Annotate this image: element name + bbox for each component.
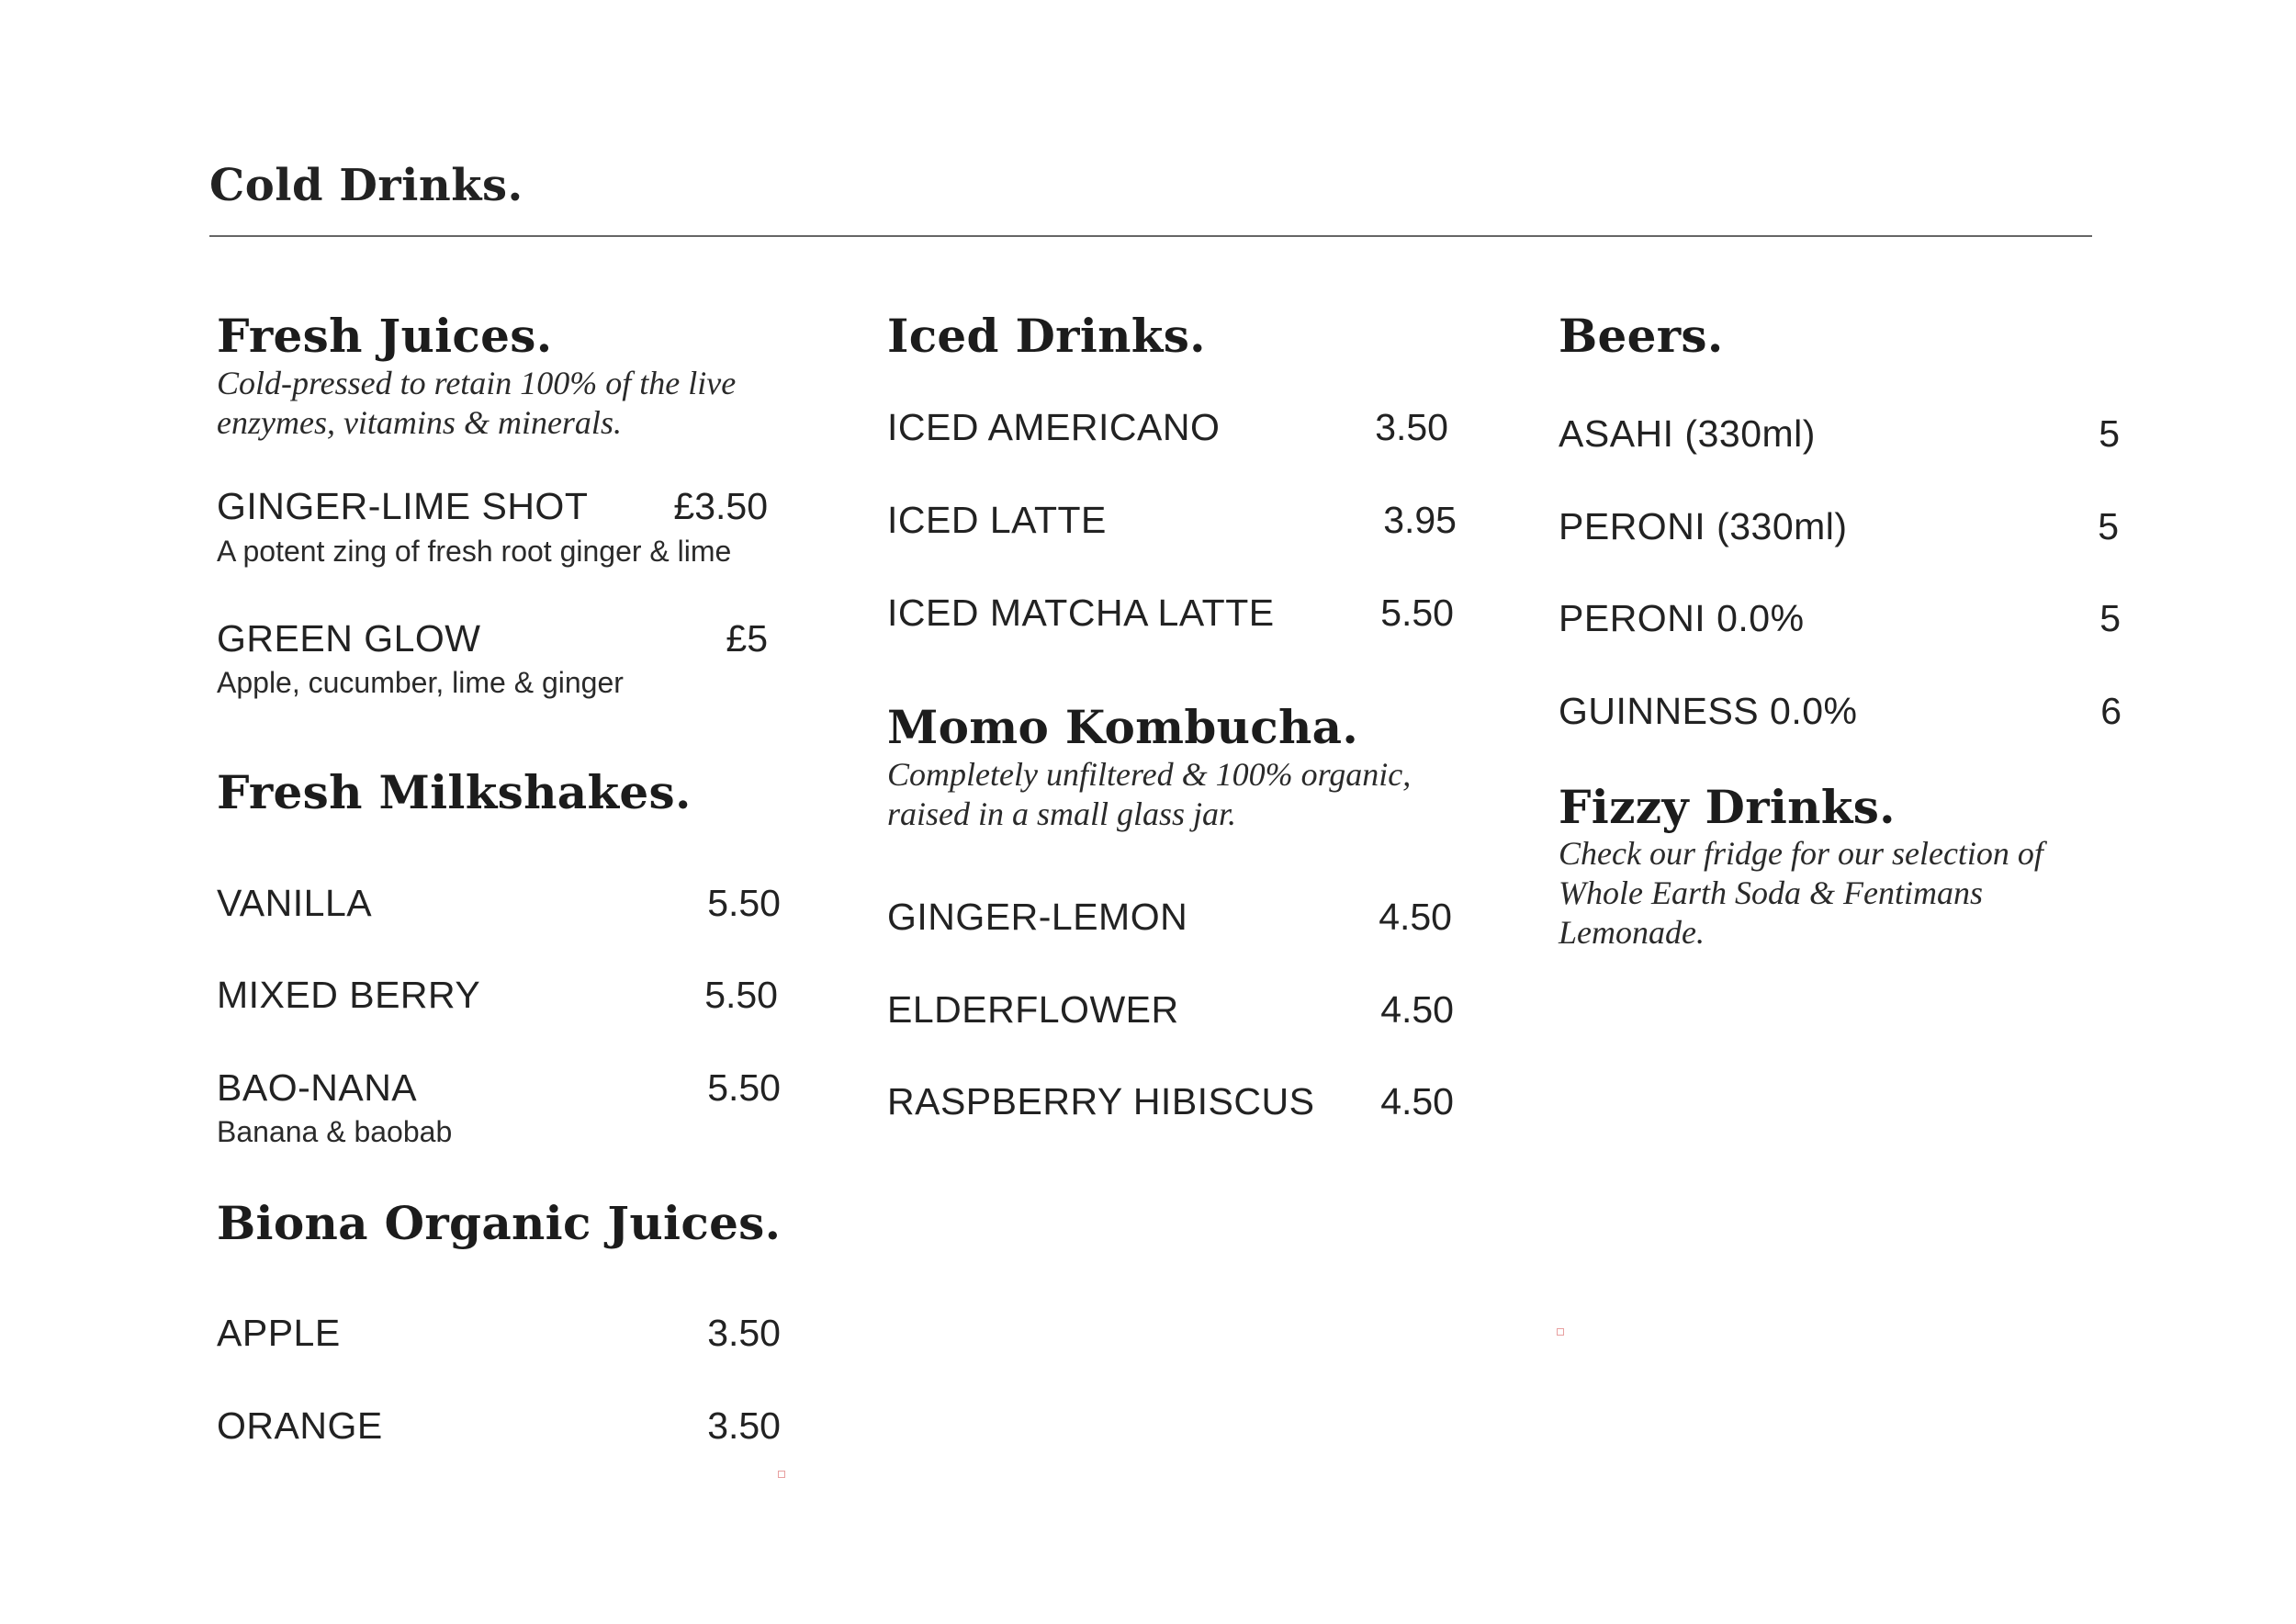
menu-item-name: ASAHI (330ml) bbox=[1559, 412, 1816, 455]
kombucha-intro-line-1: Completely unfiltered & 100% organic, bbox=[887, 756, 1412, 793]
menu-item-price: 5.50 bbox=[707, 882, 781, 924]
menu-item-price: 5.50 bbox=[704, 974, 778, 1016]
menu-item-price: 3.50 bbox=[1375, 406, 1448, 448]
menu-item-name: VANILLA bbox=[217, 882, 373, 924]
menu-item-price: 5 bbox=[2099, 597, 2121, 639]
section-heading-biona-organic-juices: Biona Organic Juices. bbox=[217, 1196, 782, 1250]
menu-item-name: BAO-NANA bbox=[217, 1066, 418, 1109]
menu-item-name: PERONI (330ml) bbox=[1559, 505, 1848, 547]
menu-item-name: ICED MATCHA LATTE bbox=[887, 592, 1275, 634]
menu-item-name: GINGER-LIME SHOT bbox=[217, 485, 589, 527]
menu-item-name: ICED AMERICANO bbox=[887, 406, 1221, 448]
menu-item-price: £3.50 bbox=[673, 485, 768, 527]
kombucha-intro-line-2: raised in a small glass jar. bbox=[887, 795, 1237, 832]
section-heading-iced-drinks: Iced Drinks. bbox=[887, 309, 1206, 363]
menu-item-price: 4.50 bbox=[1380, 988, 1454, 1031]
fizzy-intro-line-1: Check our fridge for our selection of bbox=[1559, 835, 2043, 872]
menu-item-price: 4.50 bbox=[1380, 1080, 1454, 1122]
menu-item-name: ICED LATTE bbox=[887, 499, 1107, 541]
menu-item-price: 3.50 bbox=[707, 1312, 781, 1354]
section-heading-beers: Beers. bbox=[1559, 309, 1724, 363]
anchor-marker bbox=[778, 1471, 785, 1478]
menu-item-name: APPLE bbox=[217, 1312, 341, 1354]
section-heading-fresh-juices: Fresh Juices. bbox=[217, 309, 553, 363]
fresh-juices-intro-line-2: enzymes, vitamins & minerals. bbox=[217, 404, 622, 441]
section-heading-momo-kombucha: Momo Kombucha. bbox=[887, 700, 1359, 754]
fizzy-intro-line-2: Whole Earth Soda & Fentimans bbox=[1559, 874, 1983, 911]
menu-item-name: GINGER-LEMON bbox=[887, 896, 1188, 938]
title-divider bbox=[209, 235, 2092, 237]
menu-item-price: 5.50 bbox=[707, 1066, 781, 1109]
menu-item-price: 5 bbox=[2098, 505, 2119, 547]
fizzy-intro-line-3: Lemonade. bbox=[1559, 914, 1705, 951]
menu-item-price: £5 bbox=[726, 617, 768, 660]
fresh-juices-intro-line-1: Cold-pressed to retain 100% of the live bbox=[217, 365, 737, 401]
section-heading-fresh-milkshakes: Fresh Milkshakes. bbox=[217, 765, 692, 819]
menu-item-price: 6 bbox=[2100, 690, 2122, 732]
menu-item-name: GREEN GLOW bbox=[217, 617, 481, 660]
menu-item-price: 3.50 bbox=[707, 1404, 781, 1447]
menu-item-price: 5.50 bbox=[1380, 592, 1454, 634]
menu-item-description: Apple, cucumber, lime & ginger bbox=[217, 666, 624, 699]
menu-item-price: 3.95 bbox=[1383, 499, 1457, 541]
menu-item-price: 5 bbox=[2099, 412, 2120, 455]
section-heading-fizzy-drinks: Fizzy Drinks. bbox=[1559, 780, 1896, 834]
menu-item-name: GUINNESS 0.0% bbox=[1559, 690, 1858, 732]
menu-item-name: RASPBERRY HIBISCUS bbox=[887, 1080, 1315, 1122]
menu-item-description: Banana & baobab bbox=[217, 1115, 453, 1148]
menu-item-price: 4.50 bbox=[1379, 896, 1452, 938]
menu-item-name: ELDERFLOWER bbox=[887, 988, 1179, 1031]
menu-item-description: A potent zing of fresh root ginger & lime bbox=[217, 535, 732, 568]
menu-item-name: ORANGE bbox=[217, 1404, 383, 1447]
menu-item-name: MIXED BERRY bbox=[217, 974, 481, 1016]
menu-item-name: PERONI 0.0% bbox=[1559, 597, 1805, 639]
anchor-marker bbox=[1557, 1328, 1564, 1336]
page-title: Cold Drinks. bbox=[209, 160, 523, 211]
